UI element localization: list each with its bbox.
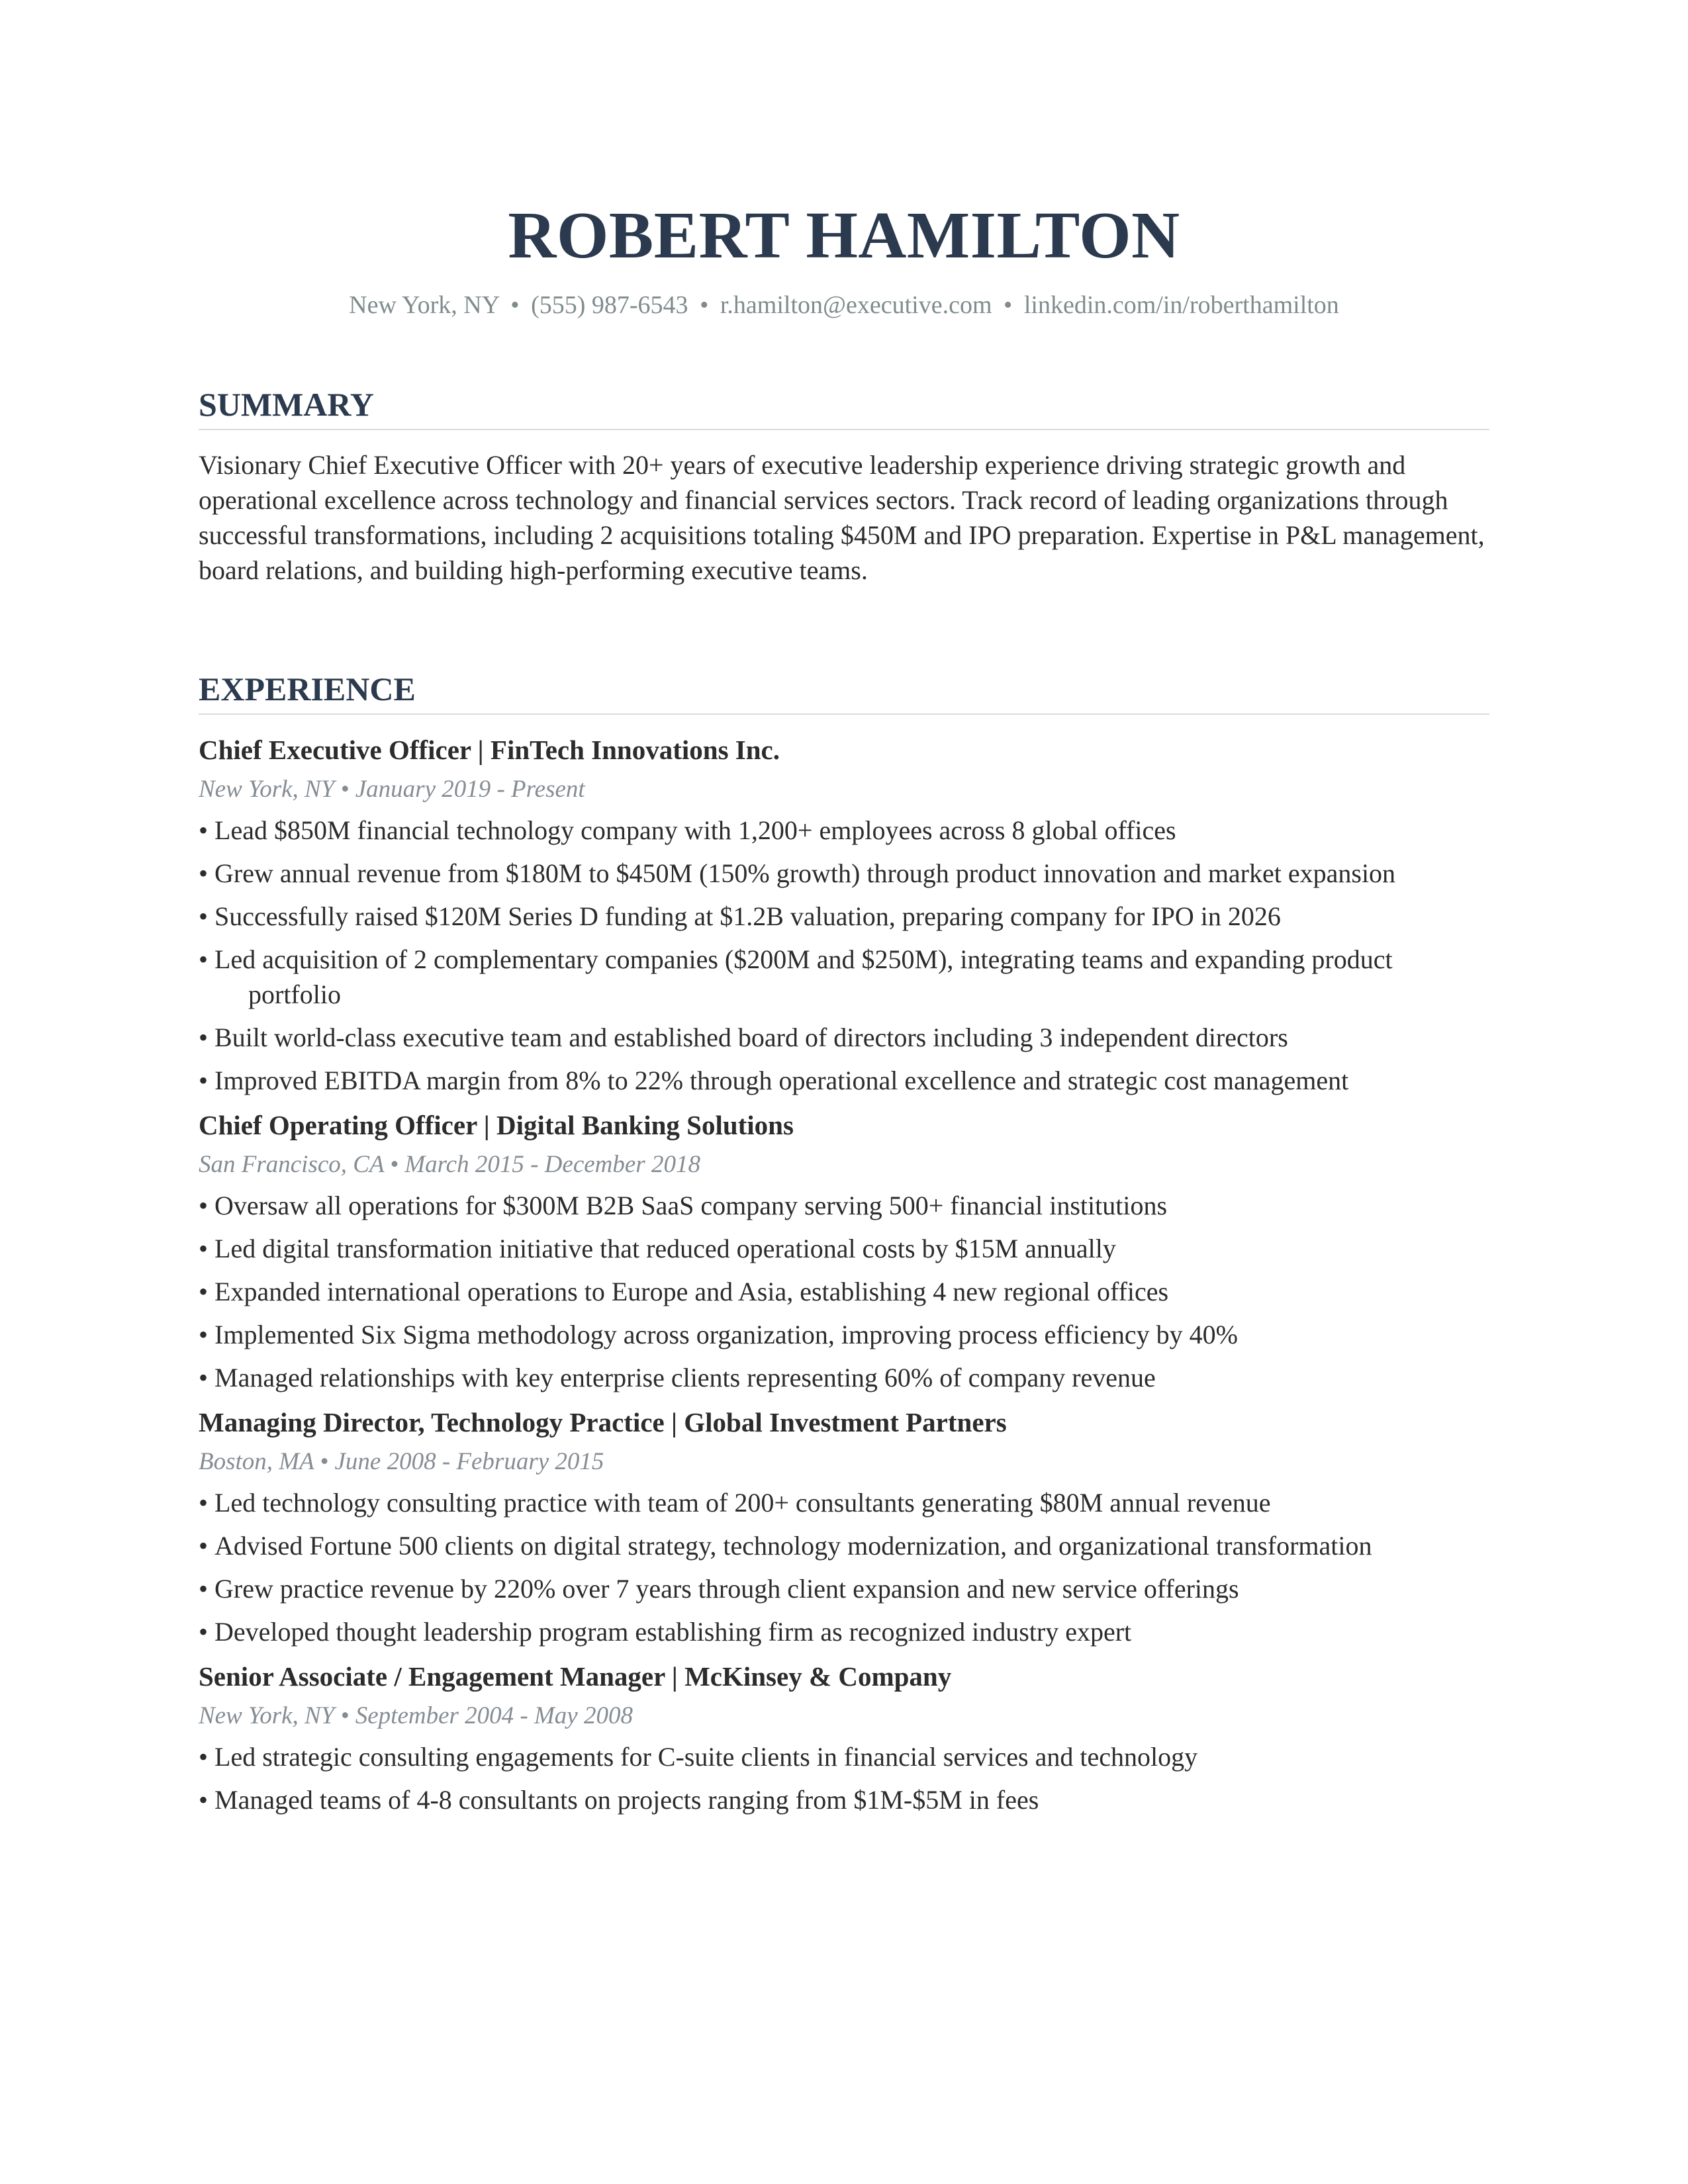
job-bullet <box>199 1188 1489 1223</box>
bullet-dot-icon: • <box>199 944 209 974</box>
job-bullet <box>199 856 1489 891</box>
job-bullet <box>199 1614 1489 1649</box>
bullet-text: Managed teams of 4-8 consultants on projects ranging from $1M-$5M in fees <box>214 1785 1039 1815</box>
contact-phone: (555) 987-6543 <box>531 291 688 319</box>
job-title: Chief Operating Officer | Digital Banking Solutions <box>199 1110 794 1140</box>
job-bullet <box>199 942 1489 1012</box>
job-location-dates: San Francisco, CA • March 2015 - December 2018 <box>199 1151 700 1178</box>
bullet-text: Grew annual revenue from $180M to $450M (150% growth) through product innovation and market expansion <box>214 858 1396 888</box>
bullet-dot-icon: • <box>199 1023 209 1052</box>
bullet-dot-icon: • <box>199 1234 209 1263</box>
bullet-text: Advised Fortune 500 clients on digital strategy, technology modernization, and organizational transformation <box>214 1531 1372 1561</box>
job-bullet <box>199 813 1489 848</box>
bullet-dot-icon: • <box>199 1617 209 1647</box>
bullet-dot-icon: • <box>199 815 209 845</box>
job-bullet <box>199 1274 1489 1309</box>
bullet-text: Oversaw all operations for $300M B2B SaaS company serving 500+ financial institutions <box>214 1191 1168 1220</box>
bullet-text: Managed relationships with key enterprise clients representing 60% of company revenue <box>214 1363 1156 1392</box>
bullet-text: Improved EBITDA margin from 8% to 22% through operational excellence and strategic cost management <box>214 1066 1349 1095</box>
job-title: Senior Associate / Engagement Manager | McKinsey & Company <box>199 1661 952 1692</box>
contact-line <box>199 289 1489 322</box>
job-entry <box>199 1404 1489 1649</box>
job-title: Managing Director, Technology Practice | Global Investment Partners <box>199 1407 1007 1437</box>
bullet-text: Built world-class executive team and established board of directors including 3 independent directors <box>214 1023 1288 1052</box>
bullet-dot-icon: • <box>199 1742 209 1772</box>
job-bullet <box>199 1739 1489 1774</box>
candidate-name: ROBERT HAMILTON <box>508 198 1180 272</box>
summary-text: Visionary Chief Executive Officer with 20+ years of executive leadership experience driving strategic growth and operational excellence across technology and financial services sectors. Track record of leading organizations through successful transformations, including 2 acquisitions totaling $450M and IPO preparation. Expertise in P&L management, board relations, and building high-performing executive teams. <box>199 450 1485 585</box>
job-bullets <box>199 1739 1489 1817</box>
job-location-dates: New York, NY • September 2004 - May 2008 <box>199 1702 633 1729</box>
summary-heading: SUMMARY <box>199 383 1489 430</box>
job-bullet <box>199 1485 1489 1520</box>
bullet-text: Developed thought leadership program establishing firm as recognized industry expert <box>214 1617 1132 1647</box>
bullet-text: Lead $850M financial technology company with 1,200+ employees across 8 global offices <box>214 815 1176 845</box>
contact-linkedin: linkedin.com/in/roberthamilton <box>1023 291 1339 319</box>
bullet-text: Led strategic consulting engagements for C-suite clients in financial services and technology <box>214 1742 1198 1772</box>
bullet-dot-icon: • <box>199 1363 209 1392</box>
contact-email: r.hamilton@executive.com <box>720 291 992 319</box>
contact-separator: • <box>700 291 709 319</box>
job-title: Chief Executive Officer | FinTech Innovations Inc. <box>199 735 780 765</box>
bullet-text: Led digital transformation initiative that reduced operational costs by $15M annually <box>214 1234 1116 1263</box>
bullet-dot-icon: • <box>199 1574 209 1604</box>
job-bullet <box>199 1782 1489 1817</box>
job-entry <box>199 1107 1489 1395</box>
bullet-dot-icon: • <box>199 858 209 888</box>
job-bullets <box>199 1188 1489 1395</box>
job-location-dates: New York, NY • January 2019 - Present <box>199 776 585 803</box>
job-bullets <box>199 813 1489 1098</box>
job-bullet <box>199 1063 1489 1098</box>
job-location-dates: Boston, MA • June 2008 - February 2015 <box>199 1448 604 1475</box>
job-entry <box>199 732 1489 1098</box>
job-bullet <box>199 1020 1489 1055</box>
bullet-dot-icon: • <box>199 1531 209 1561</box>
job-bullet <box>199 1317 1489 1352</box>
bullet-text: Grew practice revenue by 220% over 7 years through client expansion and new service offerings <box>214 1574 1239 1604</box>
bullet-dot-icon: • <box>199 1066 209 1095</box>
bullet-dot-icon: • <box>199 1277 209 1306</box>
job-entry <box>199 1659 1489 1817</box>
contact-separator: • <box>1004 291 1013 319</box>
bullet-dot-icon: • <box>199 1785 209 1815</box>
bullet-text: Expanded international operations to Europe and Asia, establishing 4 new regional offices <box>214 1277 1169 1306</box>
job-bullet <box>199 899 1489 934</box>
contact-separator: • <box>510 291 520 319</box>
bullet-dot-icon: • <box>199 1320 209 1349</box>
bullet-text: Led acquisition of 2 complementary companies ($200M and $250M), integrating teams and expanding product portfolio <box>214 944 1393 1009</box>
bullet-text: Led technology consulting practice with team of 200+ consultants generating $80M annual revenue <box>214 1488 1271 1518</box>
experience-list <box>199 732 1489 1827</box>
bullet-dot-icon: • <box>199 901 209 931</box>
experience-heading: EXPERIENCE <box>199 667 1489 715</box>
bullet-text: Successfully raised $120M Series D funding at $1.2B valuation, preparing company for IPO in 2026 <box>214 901 1281 931</box>
bullet-dot-icon: • <box>199 1191 209 1220</box>
bullet-text: Implemented Six Sigma methodology across organization, improving process efficiency by 40% <box>214 1320 1238 1349</box>
job-bullet <box>199 1528 1489 1563</box>
job-bullet <box>199 1360 1489 1395</box>
contact-location: New York, NY <box>349 291 499 319</box>
bullet-dot-icon: • <box>199 1488 209 1518</box>
job-bullet <box>199 1231 1489 1266</box>
job-bullet <box>199 1571 1489 1606</box>
job-bullets <box>199 1485 1489 1649</box>
